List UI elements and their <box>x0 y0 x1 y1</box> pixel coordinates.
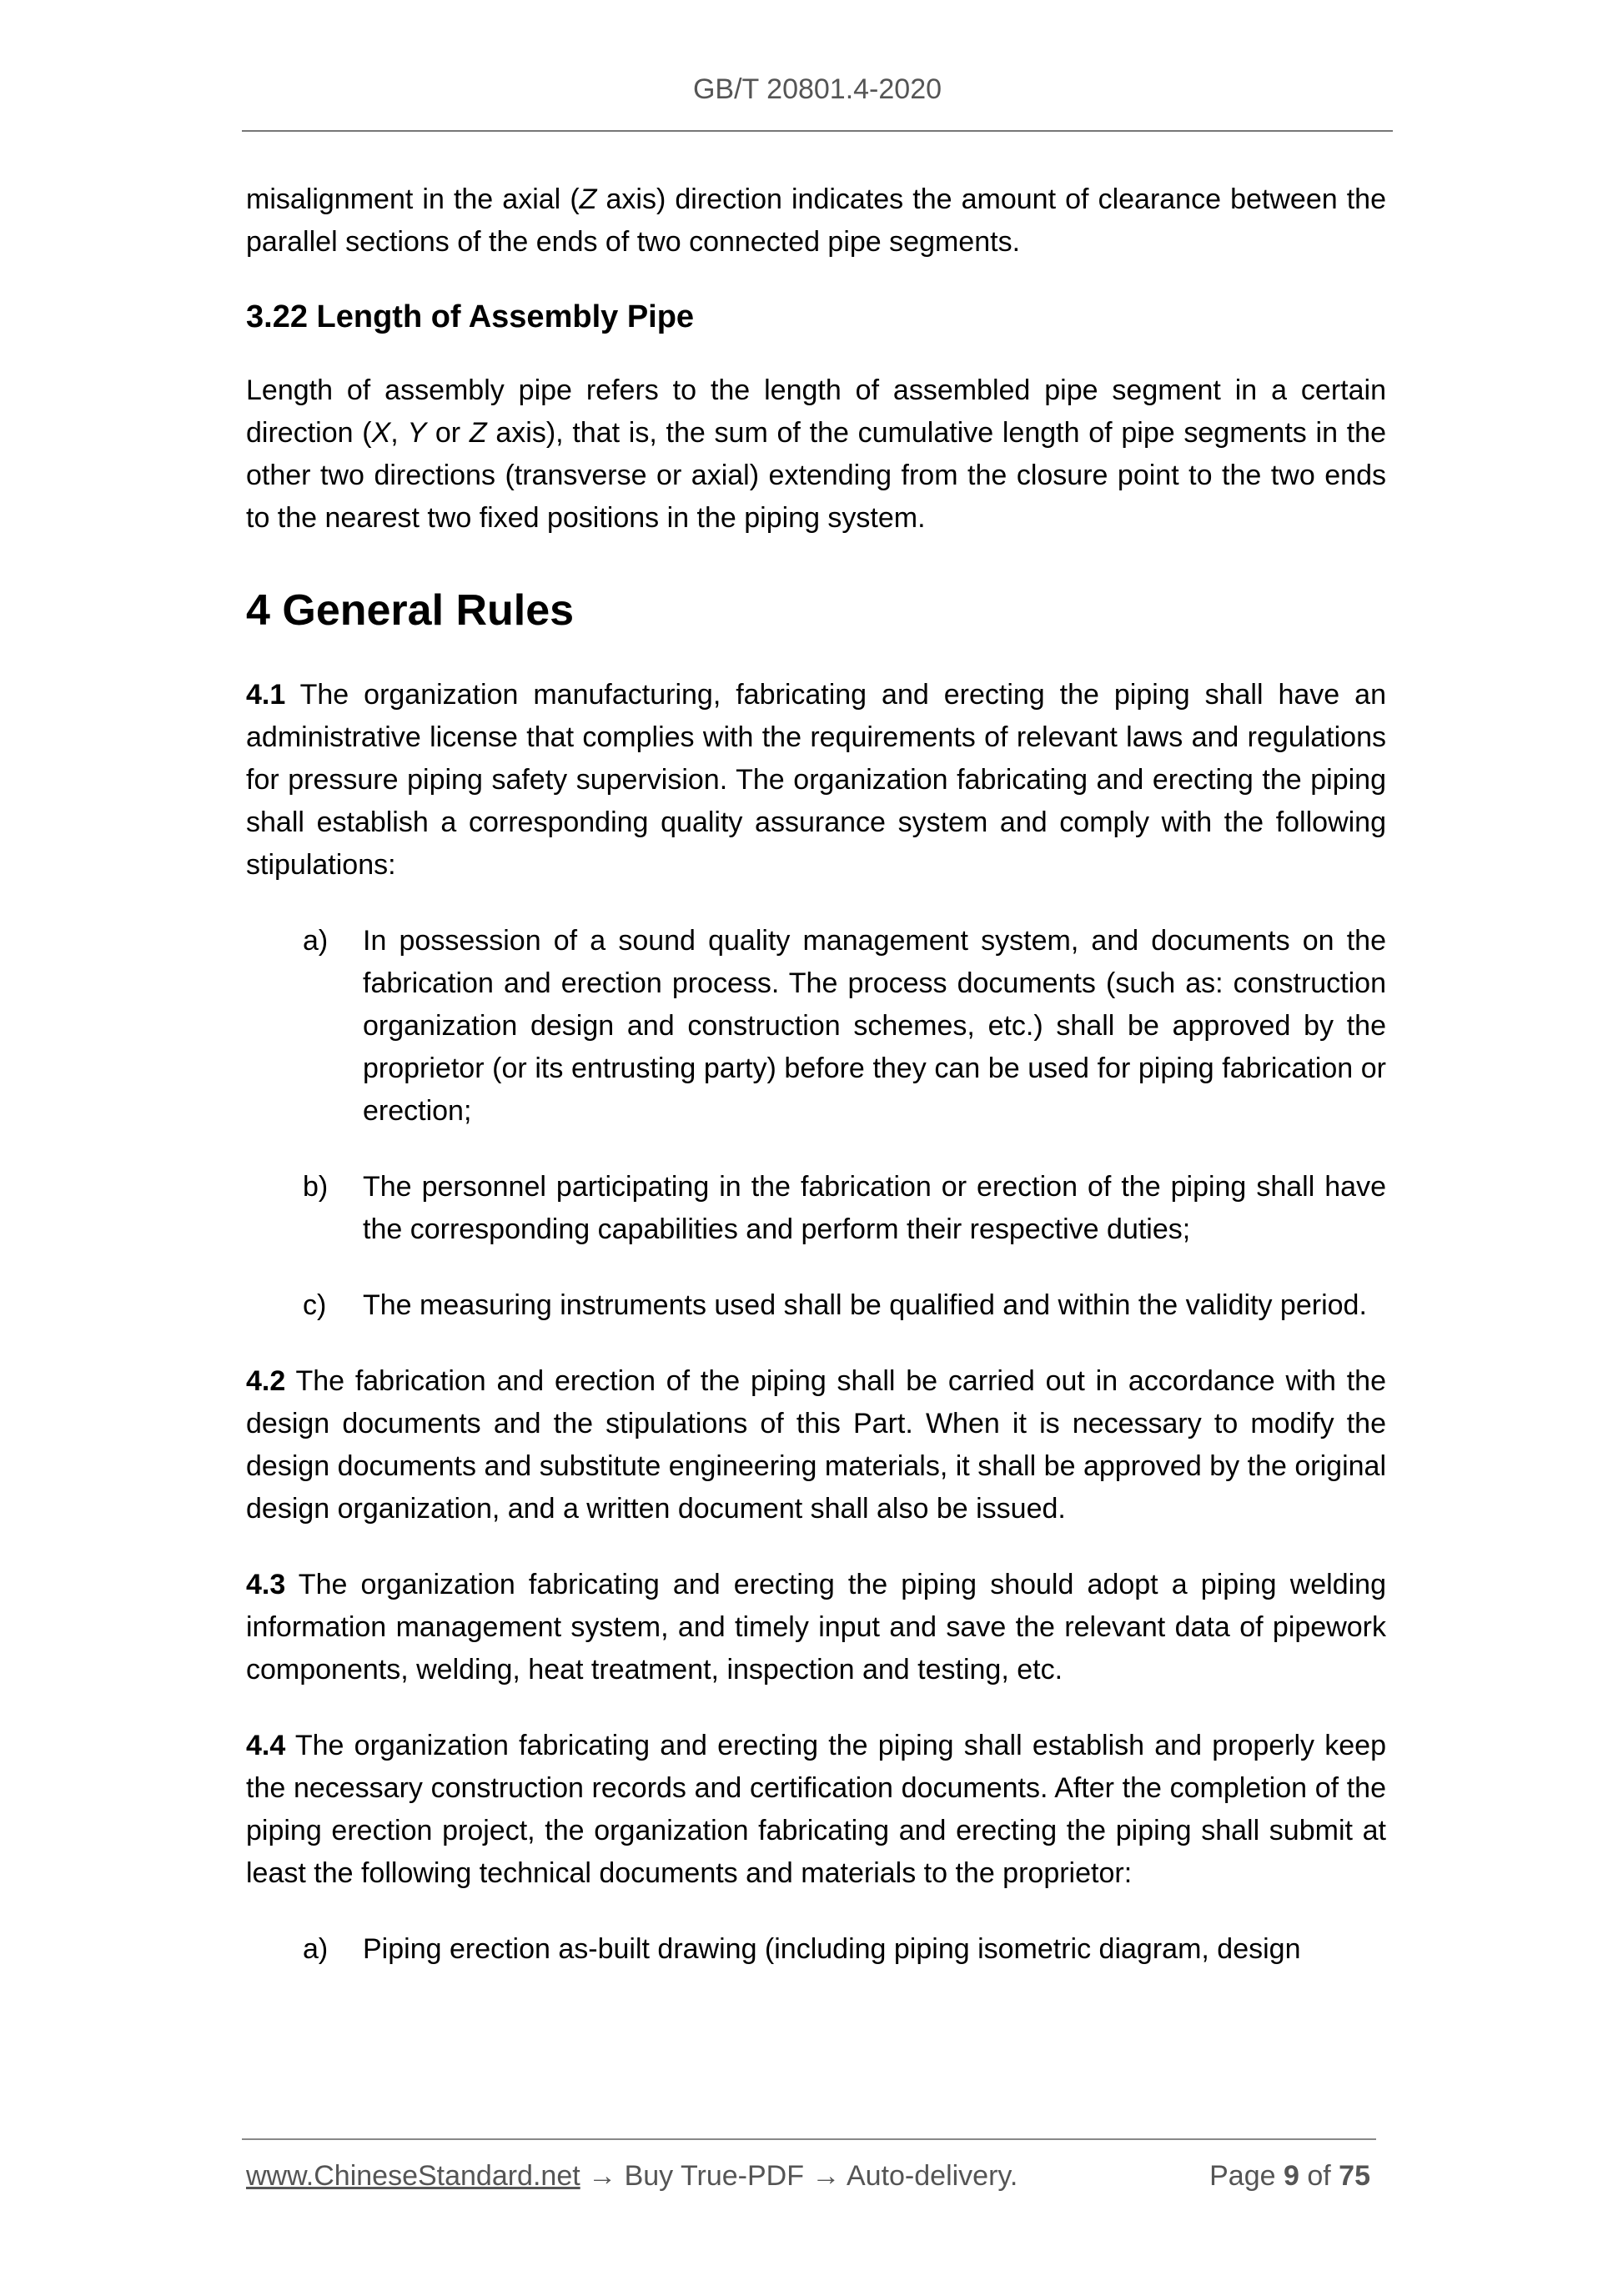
of-label: of <box>1307 2160 1331 2192</box>
continued-paragraph <box>246 178 1386 264</box>
list-item <box>246 920 1386 1133</box>
website-link[interactable]: www.ChineseStandard.net <box>246 2160 580 2192</box>
footer-promo-text: → Buy True-PDF → Auto-delivery. <box>580 2160 1018 2192</box>
clause-4-1-list <box>246 920 1386 1327</box>
list-item-text: The measuring instruments used shall be qualified and within the validity period. <box>363 1289 1367 1321</box>
s322-text-4: axis), that is, the sum of the cumulative length of pipe segments in the other two directions (transverse or axial) extending from the closure point to the two ends to the nearest two fixed positions in the piping system. <box>246 417 1386 534</box>
header-divider <box>242 130 1393 132</box>
list-marker: b) <box>303 1171 329 1203</box>
current-page-number: 9 <box>1283 2160 1299 2192</box>
list-item-text: Piping erection as-built drawing (including piping isometric diagram, design <box>363 1933 1301 1965</box>
clause-4-2-number: 4.2 <box>246 1365 286 1397</box>
list-item <box>246 1284 1386 1327</box>
z-axis-symbol: Z <box>579 183 597 215</box>
z-axis-symbol-2: Z <box>469 417 487 449</box>
list-item <box>246 1166 1386 1251</box>
clause-4-1-text: The organization manufacturing, fabricating and erecting the piping shall have an administrative license that complies with the requirements of relevant laws and regulations for pressure piping safety supervision. The organization fabricating and erecting the piping shall establish a corresponding quality assurance system and comply with the following stipulations: <box>246 679 1386 881</box>
list-item-text: The personnel participating in the fabrication or erection of the piping shall have the corresponding capabilities and perform their respective duties; <box>363 1171 1386 1245</box>
total-pages: 75 <box>1339 2160 1370 2192</box>
footer-divider <box>242 2138 1376 2140</box>
clause-4-3-number: 4.3 <box>246 1569 286 1600</box>
intro-text-b: axis) direction indicates the amount of clearance between the parallel sections of the ends of two connected pipe segments. <box>246 183 1386 258</box>
section-3-22-heading: 3.22 Length of Assembly Pipe <box>246 299 695 334</box>
clause-4-1 <box>246 674 1386 887</box>
clause-4-4 <box>246 1725 1386 1895</box>
clause-4-4-list <box>246 1928 1386 1971</box>
chapter-4-heading: 4 General Rules <box>246 586 575 635</box>
x-axis-symbol: X <box>371 417 391 449</box>
list-marker: a) <box>303 1933 329 1965</box>
list-item <box>246 1928 1386 1971</box>
page-label: Page <box>1209 2160 1276 2192</box>
footer-promo <box>246 2160 1018 2193</box>
page-footer <box>246 2160 1380 2193</box>
clause-4-3 <box>246 1564 1386 1691</box>
clause-4-1-number: 4.1 <box>246 679 286 711</box>
list-marker: c) <box>303 1289 327 1321</box>
intro-text-a: misalignment in the axial ( <box>246 183 580 215</box>
section-3-22-paragraph <box>246 369 1386 540</box>
s322-text-2: , <box>390 417 408 449</box>
list-item-text: In possession of a sound quality management system, and documents on the fabrication and erection process. The process documents (such as: construction organization design and construction schemes, etc.) shall be approved by the proprietor (or its entrusting party) before they can be used for piping fabrication or erection; <box>363 925 1386 1127</box>
clause-4-2-text: The fabrication and erection of the piping shall be carried out in accordance with the design documents and the stipulations of this Part. When it is necessary to modify the design documents and substitute engineering materials, it shall be approved by the original design organization, and a written document shall also be issued. <box>246 1365 1386 1525</box>
clause-4-4-text: The organization fabricating and erecting the piping shall establish and properly keep the necessary construction records and certification documents. After the completion of the piping erection project, the organization fabricating and erecting the piping shall submit at least the following technical documents and materials to the proprietor: <box>246 1730 1386 1889</box>
page-body <box>246 178 1386 2004</box>
page-indicator <box>1209 2160 1380 2193</box>
clause-4-3-text: The organization fabricating and erecting the piping should adopt a piping welding information management system, and timely input and save the relevant data of pipework components, welding, heat treatment, inspection and testing, etc. <box>246 1569 1386 1686</box>
s322-text-1: Length of assembly pipe refers to the length of assembled pipe segment in a certain direction ( <box>246 374 1386 449</box>
clause-4-4-number: 4.4 <box>246 1730 286 1761</box>
s322-text-3: or <box>426 417 470 449</box>
document-code-header: GB/T 20801.4-2020 <box>692 73 942 105</box>
y-axis-symbol: Y <box>407 417 427 449</box>
clause-4-2 <box>246 1360 1386 1530</box>
list-marker: a) <box>303 925 329 957</box>
